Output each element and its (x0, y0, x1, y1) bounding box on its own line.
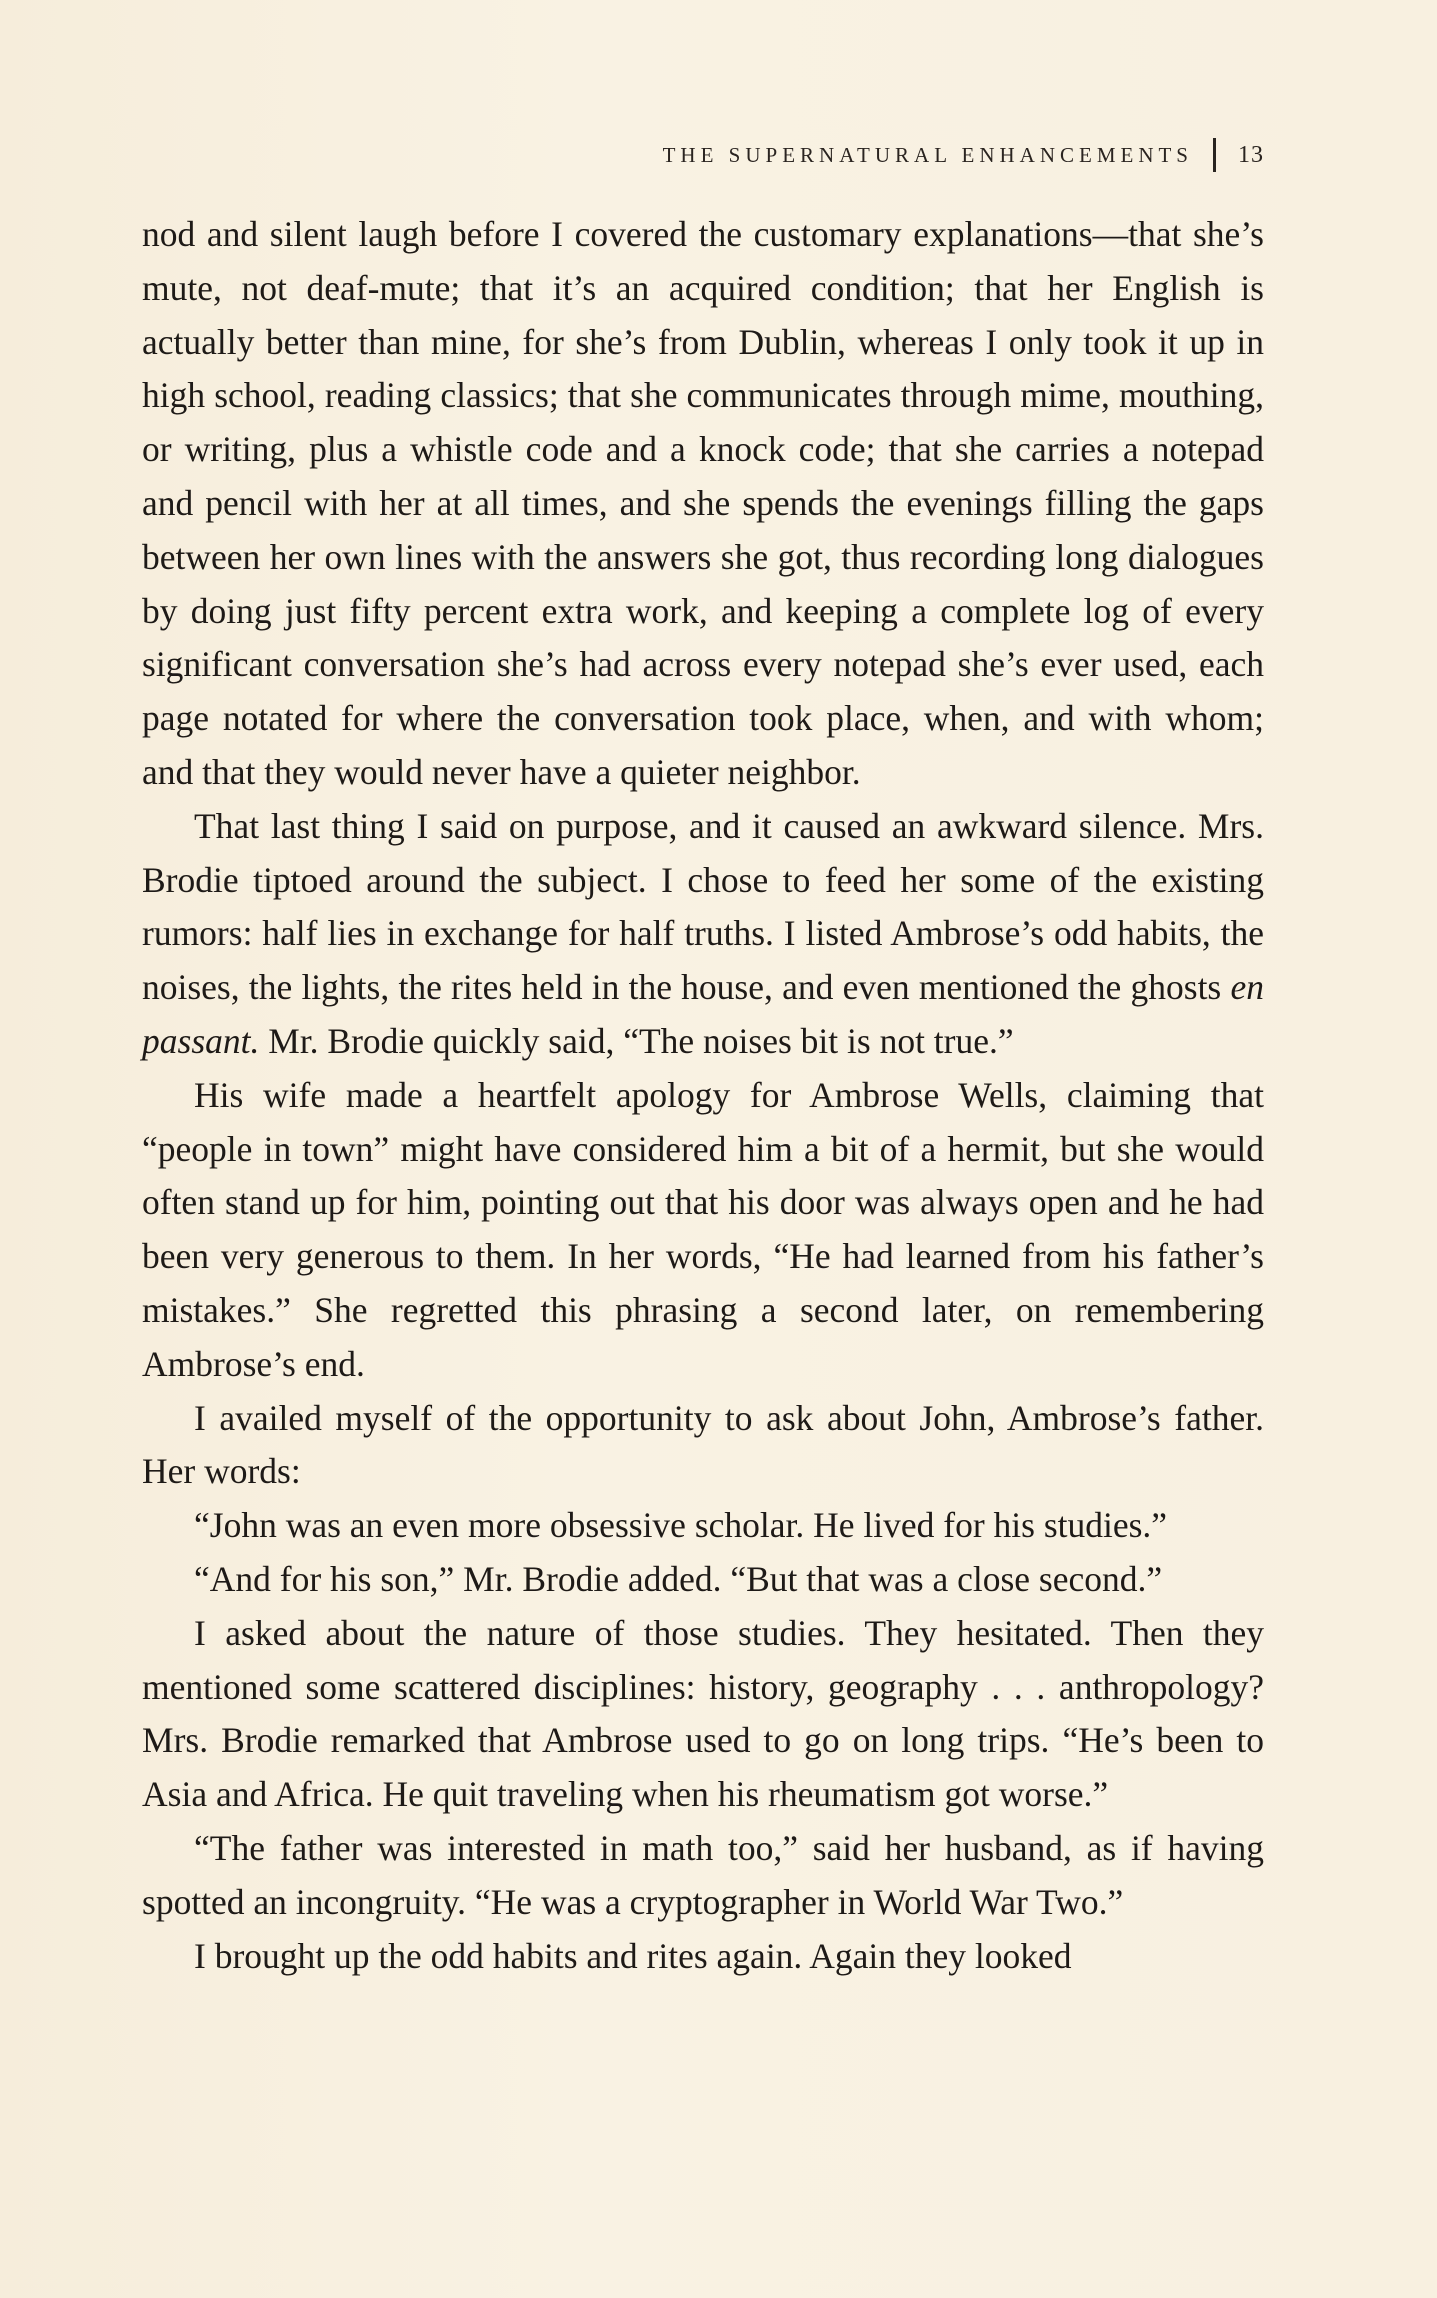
paragraph: “The father was interested in math too,” said her husband, as if having spotted an incongruity. “He was a cryptographer in World War Two.” (142, 1827, 1264, 1922)
page-number: 13 (1238, 141, 1264, 168)
body-text (142, 208, 1264, 1983)
running-head (663, 138, 1264, 172)
italic-phrase: en passant. (142, 967, 1264, 1061)
paragraph: I availed myself of the opportunity to ask about John, Ambrose’s father. Her words: (142, 1397, 1264, 1492)
paragraph-text: That last thing I said on purpose, and it caused an awkward silence. Mrs. Brodie tiptoed around the subject. I chose to feed her some of the existing rumors: half lies in exchange for half truths. I listed Ambrose’s odd habits, the noises, the lights, the rites held in the house, and even mentioned the ghosts (142, 805, 1264, 1008)
paragraph: “And for his son,” Mr. Brodie added. “But that was a close second.” (194, 1558, 1163, 1599)
paragraph: His wife made a heartfelt apology for Ambrose Wells, claiming that “people in town” might have considered him a bit of a hermit, but she would often stand up for him, pointing out that his door was always open and he had been very generous to them. In her words, “He had learned from his father’s mistakes.” She regretted this phrasing a second later, on remembering Ambrose’s end. (142, 1074, 1264, 1384)
paragraph: I brought up the odd habits and rites again. Again they looked (194, 1935, 1072, 1976)
paragraph: “John was an even more obsessive scholar. He lived for his studies.” (194, 1505, 1168, 1546)
running-title: THE SUPERNATURAL ENHANCEMENTS (662, 142, 1193, 167)
paragraph (142, 800, 1264, 1069)
running-head-divider (1213, 138, 1216, 172)
paragraph: I asked about the nature of those studies. They hesitated. Then they mentioned some scattered disciplines: history, geography . . . anthropology? Mrs. Brodie remarked that Ambrose used to go on long trips. “He’s been to Asia and Africa. He quit traveling when his rheumatism got worse.” (142, 1612, 1264, 1815)
paragraph-text: Mr. Brodie quickly said, “The noises bit is not true.” (259, 1020, 1014, 1061)
paragraph: nod and silent laugh before I covered the customary explanations—that she’s mute, not deaf-mute; that it’s an acquired condition; that her English is actually better than mine, for she’s from Dublin, whereas I only took it up in high school, reading classics; that she communicates through mime, mouthing, or writing, plus a whistle code and a knock code; that she carries a notepad and pencil with her at all times, and she spends the evenings filling the gaps between her own lines with the answers she got, thus recording long dialogues by doing just fifty percent extra work, and keeping a complete log of every significant conversation she’s had across every notepad she’s ever used, each page notated for where the conversation took place, when, and with whom; and that they would never have a quieter neighbor. (142, 214, 1264, 792)
